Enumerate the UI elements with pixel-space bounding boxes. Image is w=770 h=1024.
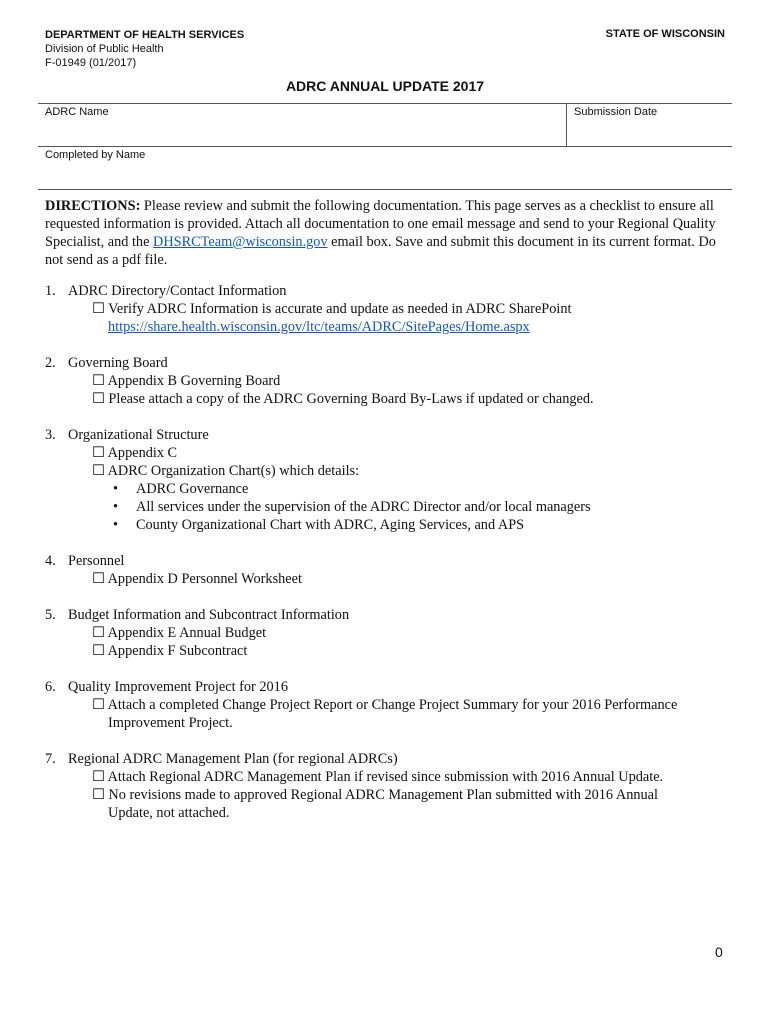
bullet-icon: •: [113, 499, 119, 515]
section-2: [45, 354, 735, 408]
section-1: [45, 282, 735, 336]
checklist: [45, 282, 735, 840]
page-number: 0: [715, 944, 723, 960]
checkbox-item-continuation: Improvement Project.: [108, 715, 233, 731]
form-fields: [38, 103, 732, 190]
state-name: STATE OF WISCONSIN: [605, 28, 725, 40]
section-7: [45, 750, 735, 822]
directions-text-1: Please review and submit the following documentation. This page serves as a checklist to ensure all requested information is provided. Attach all documentation to one email message and send to your Regional Quality Specialist, and the: [45, 198, 716, 250]
section-4: [45, 552, 735, 588]
section-title: ADRC Directory/Contact Information: [68, 283, 287, 299]
section-title: Quality Improvement Project for 2016: [68, 679, 288, 695]
section-number: 6.: [45, 679, 56, 695]
checkbox-item[interactable]: ☐ Attach Regional ADRC Management Plan if revised since submission with 2016 Annual Update.: [92, 769, 664, 785]
checkbox-item[interactable]: ☐ Appendix C: [92, 445, 178, 461]
bullet-text: County Organizational Chart with ADRC, Aging Services, and APS: [136, 517, 525, 533]
division-name: Division of Public Health: [45, 43, 164, 55]
checkbox-item[interactable]: ☐ Verify ADRC Information is accurate and update as needed in ADRC SharePoint: [92, 301, 572, 317]
submission-date-field[interactable]: [566, 104, 733, 146]
department-name: DEPARTMENT OF HEALTH SERVICES: [45, 29, 245, 41]
bullet-item: [45, 516, 735, 534]
bullet-icon: •: [113, 481, 119, 497]
completed-by-field[interactable]: [38, 147, 732, 190]
section-title: Regional ADRC Management Plan (for regional ADRCs): [68, 751, 398, 767]
checkbox-item[interactable]: ☐ Appendix D Personnel Worksheet: [92, 571, 302, 587]
bullet-item: [45, 498, 735, 516]
checkbox-item[interactable]: ☐ ADRC Organization Chart(s) which details:: [92, 463, 360, 479]
section-title: Personnel: [68, 553, 125, 569]
bullet-text: ADRC Governance: [136, 481, 249, 497]
section-number: 5.: [45, 607, 56, 623]
section-number: 7.: [45, 751, 56, 767]
section-6: [45, 678, 735, 732]
checkbox-item-continuation: Update, not attached.: [108, 805, 230, 821]
header-agency-block: [45, 28, 244, 70]
checkbox-item[interactable]: ☐ Appendix F Subcontract: [92, 643, 248, 659]
section-5: [45, 606, 735, 660]
bullet-text: All services under the supervision of the ADRC Director and/or local managers: [136, 499, 591, 515]
section-number: 3.: [45, 427, 56, 443]
sharepoint-link[interactable]: https://share.health.wisconsin.gov/ltc/teams/ADRC/SitePages/Home.aspx: [108, 319, 530, 335]
checkbox-item[interactable]: ☐ Appendix E Annual Budget: [92, 625, 267, 641]
checkbox-item[interactable]: ☐ Appendix B Governing Board: [92, 373, 281, 389]
bullet-icon: •: [113, 517, 119, 533]
section-title: Budget Information and Subcontract Information: [68, 607, 350, 623]
section-title: Governing Board: [68, 355, 168, 371]
email-link[interactable]: DHSRCTeam@wisconsin.gov: [153, 234, 328, 250]
page-title: ADRC ANNUAL UPDATE 2017: [285, 78, 485, 94]
directions-lead: DIRECTIONS:: [45, 198, 141, 214]
adrc-name-label: ADRC Name: [45, 106, 109, 118]
checkbox-item[interactable]: ☐ No revisions made to approved Regional ADRC Management Plan submitted with 2016 Annual: [92, 787, 658, 803]
form-row-name-date: [38, 103, 732, 147]
section-3: [45, 426, 735, 534]
section-number: 1.: [45, 283, 56, 299]
checkbox-item[interactable]: ☐ Attach a completed Change Project Report or Change Project Summary for your 2016 Performance: [92, 697, 678, 713]
adrc-name-field[interactable]: [38, 104, 566, 146]
directions-text-2: email box. Save and submit this document in its current format. Do not send as a pdf file.: [45, 234, 716, 268]
section-title: Organizational Structure: [68, 427, 209, 443]
directions-paragraph: [45, 197, 725, 269]
checkbox-item[interactable]: ☐ Please attach a copy of the ADRC Governing Board By-Laws if updated or changed.: [92, 391, 594, 407]
bullet-item: [45, 480, 735, 498]
section-number: 2.: [45, 355, 56, 371]
form-id: F-01949 (01/2017): [45, 57, 137, 69]
section-number: 4.: [45, 553, 56, 569]
completed-by-label: Completed by Name: [45, 149, 146, 161]
submission-date-label: Submission Date: [574, 106, 658, 118]
